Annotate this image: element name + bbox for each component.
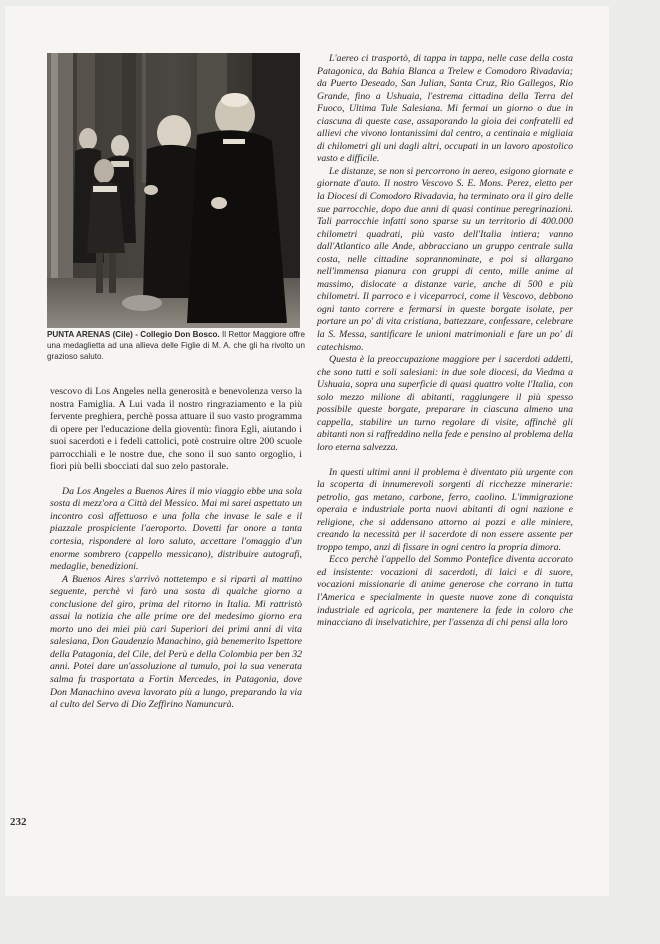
right-paragraph: Questa è la preoccupazione maggiore per i sacerdoti addetti, che sono tutti e soli salesiani: in due sole diocesi, da Viedma a Ushuaia, sopra una superficie di quasi quattro volte l'Italia, con solo mezzo milione di abitanti, raggiungere il più spesso possibile queste borgate, preparare in ciascuna almeno una cappella, stabilire un turno regolare di visite, affinchè gli abitanti non si raffreddino nella fede e pensino al problema della loro eterna salvezza. [317, 354, 573, 453]
right-text-column [317, 53, 573, 630]
left-text-column [50, 386, 302, 712]
caption-location: PUNTA ARENAS (Cile) - Collegio Don Bosco. [47, 330, 220, 339]
left-paragraph: Da Los Angeles a Buenos Aires il mio viaggio ebbe una sola sosta di mezz'ora a Città del Messico. Mai mi sarei aspettato un incontro così affettuoso e una folla che invase le sale e il piazzale prospiciente l'aeroporto. Dovetti far onore a tanta cortesia, rispondere al loro saluto, accettare l'omaggio d'un enorme sombrero (cappello messicano), distribuire autografi, medaglie, benedizioni. [50, 485, 302, 573]
page-number: 232 [10, 816, 27, 828]
caption-text: Il Rettor Maggiore offre una medaglietta ad una allieva delle Figlie di M. A. che gli ha rivolto un grazioso saluto. [47, 330, 306, 361]
right-paragraph: In questi ultimi anni il problema è diventato più urgente con la scoperta di innumerevoli sorgenti di ricchezze minerarie: petrolio, gas metano, carbone, ferro, caolino. L'immigrazione operaia e industriale porta nuovi abitanti di ogni nazione e religione, che si addensano attorno ai pozzi e alle miniere, creando la necessità per il sacerdote di non essere assente per troppo tempo, anzi di fissare in ogni centro la propria dimora. [317, 466, 573, 553]
left-paragraph: A Buenos Aires s'arrivò nottetempo e si ripartì al mattino seguente, perchè vi farò una sosta di qualche giorno a conclusione del giro, prima del ritorno in Italia. Mi rattristò assai la notizia che alle prime ore del medesimo giorno era morto uno dei miei più cari Superiori dei primi anni di vita salesiana, Don Gaudenzio Manachino, già benemerito Ispettore della Patagonia, del Cile, del Perù e della Colombia per ben 32 anni. Potei dare un'assoluzione al tumulo, poi la sua venerata salma fu trasportata a Fortin Mercedes, in Patagonia, dove Don Manachino aveva lavorato più a lungo, preparando la via al culto del Servo di Dio Zeffirino Namuncurà. [50, 573, 302, 711]
right-paragraph: Ecco perchè l'appello del Sommo Pontefice diventa accorato ed insistente: vocazioni di sacerdoti, di laici e di suore, vocazioni missionarie di anime generose che corrano in tutta l'America e specialmente in queste nuove zone di conquista industriale ed agricola, per mantenere la fede in coloro che minacciano di inselvatichire, per l'assenza di chi pensi alla loro [317, 554, 573, 629]
photograph-image [47, 53, 300, 328]
right-paragraph: Le distanze, se non si percorrono in aereo, esigono giornate e giornate d'auto. Il nostro Vescovo S. E. Mons. Perez, eletto per la Diocesi di Comodoro Rivadavia, ha terminato ora il giro delle sue parrocchie, dopo due anni di quasi continue peregrinazioni. Tali parrocchie infatti sono sparse su un territorio di 400.000 chilometri quadrati, più vasto dell'Italia intiera; vanno dall'Atlantico alle Ande, abbracciano un gruppo centrale sulla costa, nelle cittadine soprannominate, e poi si allargano nell'immensa pianura con gruppi di cento, mille anime al massimo, dislocate a distanze varie, anche di 500 e più chilometri. Il parroco e i viceparroci, come il Vescovo, debbono ogni tanto correre e fermarsi in queste borgate isolate, per portare un po' di vita cristiana, battezzare, confessare, celebrare la S. Messa, santificare le unioni matrimoniali e fare un po' di catechismo. [317, 165, 573, 353]
photograph [47, 53, 300, 328]
right-paragraph: L'aereo ci trasportò, di tappa in tappa, nelle case della costa Patagonica, da Bahia Blanca a Trelew e Comodoro Rivadavia; da Puerto Deseado, San Julian, Santa Cruz, Rio Gallegos, Rio Grande, fino a Ushuaia, l'estrema cittadina della Terra del Fuoco, Ultima Tule Salesiana. Mi fermai un giorno o due in ciascuna di queste case, assaporando la gioia dei confratelli ed allievi che vivono lontanissimi dal centro, a centinaia e migliaia di chilometri gli uni dagli altri, occupati in un lavoro apostolico vasto e difficile. [317, 53, 573, 165]
photo-caption [47, 329, 305, 362]
book-page [5, 6, 609, 896]
left-paragraph: vescovo di Los Angeles nella generosità e benevolenza verso la nostra Famiglia. A Lui vada il nostro ringraziamento e la più fervente preghiera, perchè possa attuare il suo vasto programma di opere per l'educazione della gioventù: finora Egli, aiutando i suoi sacerdoti e i fedeli cattolici, potè costruire oltre 200 scuole parrocchiali e le nostre due, che sono il suo santo orgoglio, i fiori più belli sbocciati dal suo zelo pastorale. [50, 386, 302, 473]
